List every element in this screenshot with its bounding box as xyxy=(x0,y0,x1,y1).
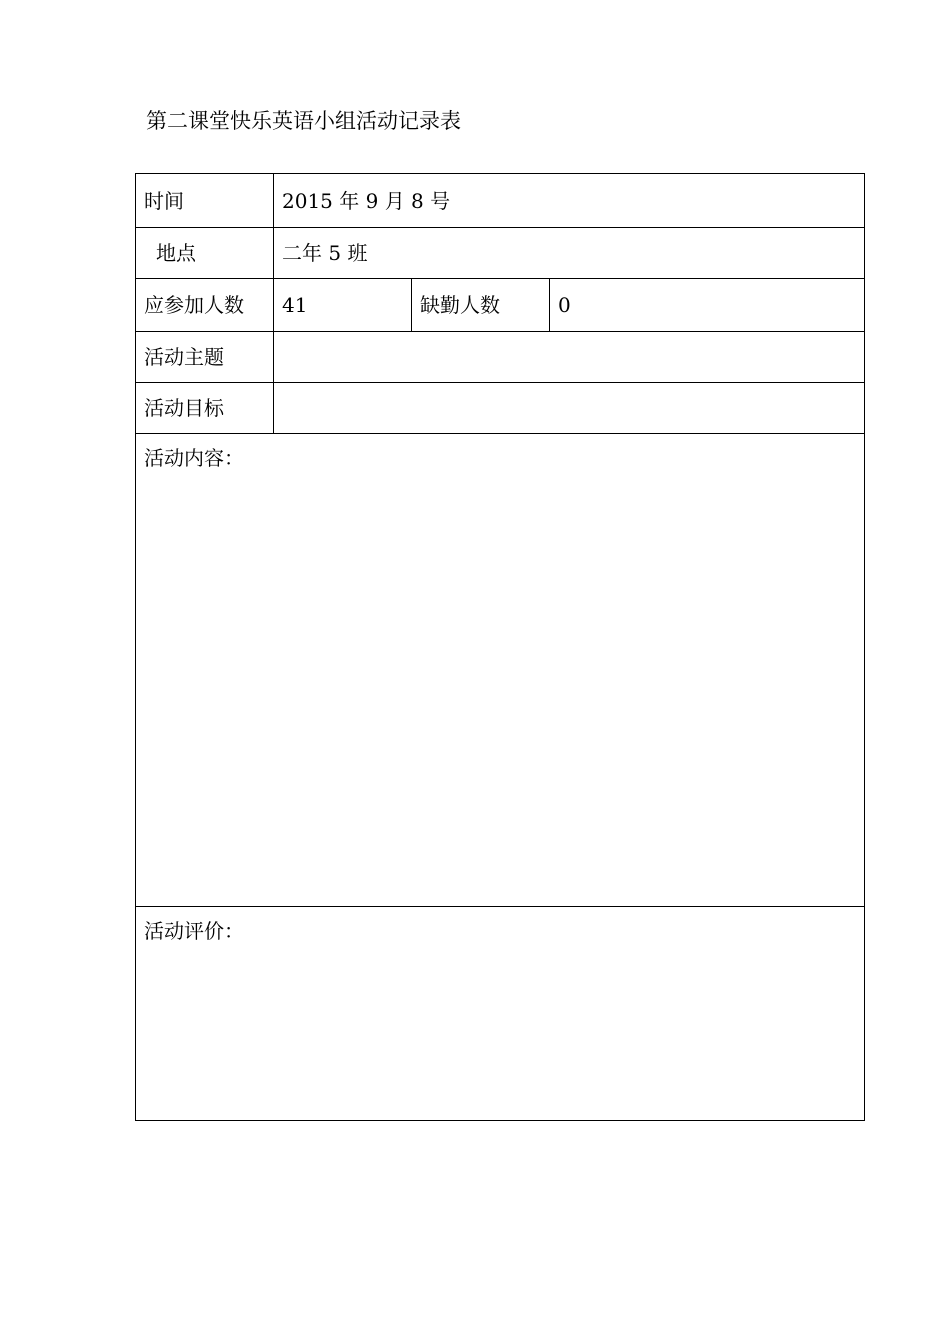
row-goal xyxy=(136,383,865,434)
content-label: 活动内容： xyxy=(136,434,865,907)
row-content xyxy=(136,434,865,907)
row-theme xyxy=(136,332,865,383)
goal-label: 活动目标 xyxy=(136,383,274,434)
participants-value: 41 xyxy=(274,279,412,332)
participants-label: 应参加人数 xyxy=(136,279,274,332)
place-value: 二年 5 班 xyxy=(274,228,865,279)
activity-record-table xyxy=(135,173,865,1121)
row-time xyxy=(136,174,865,228)
row-evaluation xyxy=(136,907,865,1121)
time-value: 2015 年 9 月 8 号 xyxy=(274,174,865,228)
absent-label: 缺勤人数 xyxy=(412,279,550,332)
goal-value xyxy=(274,383,865,434)
theme-value xyxy=(274,332,865,383)
evaluation-label: 活动评价： xyxy=(136,907,865,1121)
absent-value: 0 xyxy=(550,279,865,332)
time-label: 时间 xyxy=(136,174,274,228)
row-attendance xyxy=(136,279,865,332)
theme-label: 活动主题 xyxy=(136,332,274,383)
place-label: 地点 xyxy=(136,228,274,279)
row-place xyxy=(136,228,865,279)
page-title: 第二课堂快乐英语小组活动记录表 xyxy=(146,109,461,133)
